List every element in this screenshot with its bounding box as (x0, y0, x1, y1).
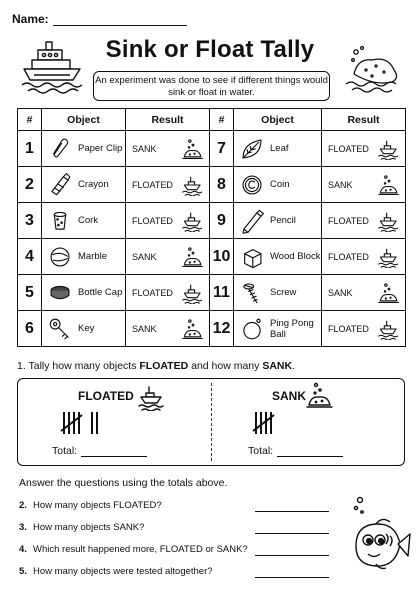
row-number: 12 (210, 311, 234, 347)
object-name: Ping Pong Ball (270, 317, 314, 340)
object-cell (234, 275, 322, 311)
result-cell (126, 275, 210, 311)
row-number: 6 (18, 311, 42, 347)
table-header-row (18, 109, 406, 131)
floated-tally-marks (60, 409, 140, 437)
object-cell (234, 203, 322, 239)
object-cell (42, 203, 126, 239)
row-number: 10 (210, 239, 234, 275)
result-cell (126, 239, 210, 275)
question-3: 3. How many objects SANK? (19, 522, 145, 533)
result-text: FLOATED (328, 323, 369, 334)
boat-icon (182, 282, 204, 304)
boat-icon (378, 138, 400, 160)
object-name: Wood Block (270, 251, 321, 262)
name-label: Name: (12, 12, 49, 26)
row-number: 7 (210, 131, 234, 167)
table-row (18, 275, 406, 311)
header-num: # (210, 109, 234, 131)
answer-line-3[interactable] (255, 533, 329, 534)
table-row (18, 131, 406, 167)
answer-intro: Answer the questions using the totals above. (19, 477, 228, 489)
row-number: 2 (18, 167, 42, 203)
object-name: Pencil (270, 215, 296, 226)
object-cell (42, 311, 126, 347)
question-2: 2. How many objects FLOATED? (19, 500, 162, 511)
result-cell (126, 167, 210, 203)
name-row (12, 12, 187, 26)
object-cell (234, 239, 322, 275)
sank-heading: SANK (272, 389, 307, 403)
row-number: 1 (18, 131, 42, 167)
result-cell (322, 239, 406, 275)
ping-pong-ball-icon (239, 316, 265, 342)
result-text: SANK (132, 323, 157, 334)
object-name: Coin (270, 179, 290, 190)
table-row (18, 203, 406, 239)
object-cell (234, 131, 322, 167)
boat-icon (138, 383, 166, 411)
result-cell (322, 167, 406, 203)
answer-line-5[interactable] (255, 577, 329, 578)
result-text: SANK (328, 179, 353, 190)
key-icon (47, 316, 73, 342)
result-cell (126, 311, 210, 347)
boat-icon (182, 174, 204, 196)
object-name: Screw (270, 287, 297, 298)
header-object: Object (42, 109, 126, 131)
header-result: Result (126, 109, 210, 131)
boat-icon (378, 318, 400, 340)
result-text: SANK (132, 143, 157, 154)
object-cell (234, 167, 322, 203)
page-title: Sink or Float Tally (105, 36, 315, 63)
paperclip-icon (47, 136, 73, 162)
floated-total: Total: (52, 445, 147, 457)
results-table (17, 108, 406, 347)
object-cell (42, 275, 126, 311)
boat-icon (378, 246, 400, 268)
object-name: Crayon (78, 179, 109, 190)
intro-box: An experiment was done to see if different things would sink or float in water. (93, 71, 330, 101)
boat-icon (182, 210, 204, 232)
header-num: # (18, 109, 42, 131)
screw-icon (239, 280, 265, 306)
result-cell (126, 131, 210, 167)
boat-icon (378, 210, 400, 232)
row-number: 3 (18, 203, 42, 239)
sank-tally-marks (252, 409, 332, 437)
object-name: Bottle Cap (78, 287, 123, 298)
object-cell (42, 167, 126, 203)
pencil-icon (239, 208, 265, 234)
result-cell (126, 203, 210, 239)
row-number: 4 (18, 239, 42, 275)
tally-divider (211, 383, 212, 461)
crayon-icon (47, 172, 73, 198)
result-cell (322, 311, 406, 347)
floated-total-line[interactable] (81, 445, 147, 457)
table-row (18, 311, 406, 347)
boat-icon (138, 383, 166, 416)
result-cell (322, 275, 406, 311)
object-cell (234, 311, 322, 347)
fish-icon (346, 494, 412, 582)
result-text: FLOATED (328, 215, 369, 226)
sunken-rock-icon (306, 381, 334, 409)
object-name: Paper Clip (78, 143, 123, 154)
cork-icon (47, 208, 73, 234)
leaf-icon (239, 136, 265, 162)
bottle-cap-icon (47, 280, 73, 306)
result-text: FLOATED (132, 287, 173, 298)
tally-box (17, 378, 405, 466)
result-text: FLOATED (132, 215, 173, 226)
header-result: Result (322, 109, 406, 131)
row-number: 8 (210, 167, 234, 203)
sunken-rock-icon (378, 174, 400, 196)
sunken-rock-icon (182, 246, 204, 268)
table-row (18, 167, 406, 203)
object-name: Key (78, 323, 95, 334)
object-name: Cork (78, 215, 99, 226)
table-row (18, 239, 406, 275)
object-name: Leaf (270, 143, 289, 154)
name-input-line[interactable] (53, 13, 187, 26)
result-text: SANK (328, 287, 353, 298)
result-text: SANK (132, 251, 157, 262)
row-number: 5 (18, 275, 42, 311)
answer-line-2[interactable] (255, 511, 329, 512)
result-text: FLOATED (328, 143, 369, 154)
sank-total: Total: (248, 445, 343, 457)
result-text: FLOATED (132, 179, 173, 190)
sank-total-line[interactable] (277, 445, 343, 457)
header-object: Object (234, 109, 322, 131)
question-1: 1. Tally how many objects FLOATED and how many SANK. (17, 360, 296, 372)
result-cell (322, 131, 406, 167)
object-name: Marble (78, 251, 108, 262)
row-number: 9 (210, 203, 234, 239)
object-cell (42, 239, 126, 275)
object-cell (42, 131, 126, 167)
wood-block-icon (239, 244, 265, 270)
result-text: FLOATED (328, 251, 369, 262)
row-number: 11 (210, 275, 234, 311)
question-4: 4. Which result happened more, FLOATED or SANK? (19, 544, 248, 555)
sunken-rock-icon (182, 318, 204, 340)
sunken-rock-icon (182, 138, 204, 160)
marble-icon (47, 244, 73, 270)
answer-line-4[interactable] (255, 555, 329, 556)
result-cell (322, 203, 406, 239)
coin-icon (239, 172, 265, 198)
question-5: 5. How many objects were tested altogether? (19, 566, 213, 577)
sunken-rock-icon (378, 282, 400, 304)
floated-heading: FLOATED (78, 389, 134, 403)
